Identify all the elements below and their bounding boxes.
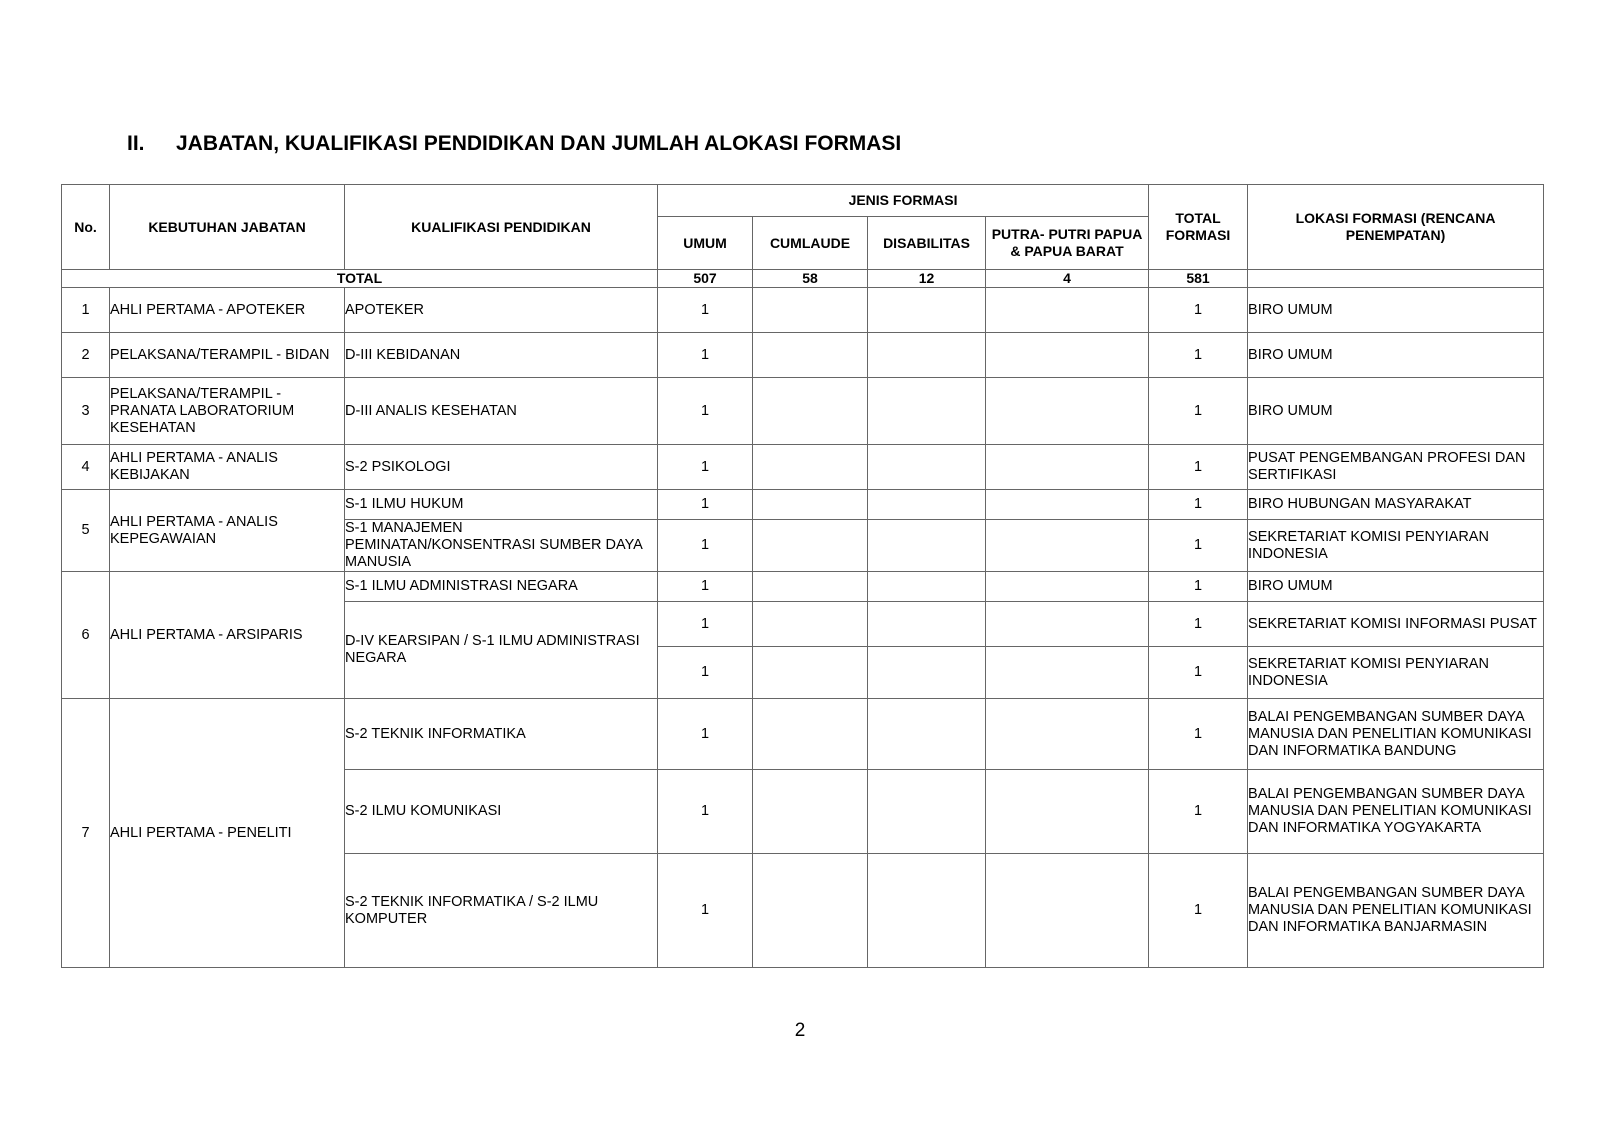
row-kualifikasi: APOTEKER bbox=[345, 288, 658, 333]
row-jabatan: PELAKSANA/TERAMPIL - BIDAN bbox=[110, 333, 345, 378]
row-kualifikasi: D-III ANALIS KESEHATAN bbox=[345, 378, 658, 445]
row-no: 4 bbox=[62, 445, 110, 490]
section-title: JABATAN, KUALIFIKASI PENDIDIKAN DAN JUMLAH ALOKASI FORMASI bbox=[176, 132, 902, 155]
row-jabatan: AHLI PERTAMA - ANALIS KEBIJAKAN bbox=[110, 445, 345, 490]
row-umum: 1 bbox=[658, 445, 753, 490]
row-kualifikasi: S-2 TEKNIK INFORMATIKA / S-2 ILMU KOMPUTER bbox=[345, 854, 658, 968]
row-kualifikasi: S-2 PSIKOLOGI bbox=[345, 445, 658, 490]
row-disabilitas bbox=[868, 602, 986, 647]
row-jabatan: AHLI PERTAMA - APOTEKER bbox=[110, 288, 345, 333]
row-no: 5 bbox=[62, 490, 110, 572]
row-putra-putri bbox=[986, 699, 1149, 770]
table-row bbox=[62, 490, 1544, 520]
header-umum: UMUM bbox=[658, 217, 753, 270]
row-kualifikasi: S-1 MANAJEMEN PEMINATAN/KONSENTRASI SUMBER DAYA MANUSIA bbox=[345, 520, 658, 572]
row-kualifikasi: D-III KEBIDANAN bbox=[345, 333, 658, 378]
row-cumlaude bbox=[753, 572, 868, 602]
row-total: 1 bbox=[1149, 288, 1248, 333]
row-total: 1 bbox=[1149, 699, 1248, 770]
row-cumlaude bbox=[753, 647, 868, 699]
row-putra-putri bbox=[986, 490, 1149, 520]
header-total-formasi: TOTAL FORMASI bbox=[1149, 185, 1248, 270]
table-row bbox=[62, 445, 1544, 490]
total-cumlaude: 58 bbox=[753, 270, 868, 288]
row-putra-putri bbox=[986, 445, 1149, 490]
row-kualifikasi: S-2 TEKNIK INFORMATIKA bbox=[345, 699, 658, 770]
row-cumlaude bbox=[753, 378, 868, 445]
section-number: II. bbox=[127, 132, 145, 155]
row-disabilitas bbox=[868, 572, 986, 602]
page-number: 2 bbox=[794, 1020, 806, 1041]
row-total: 1 bbox=[1149, 647, 1248, 699]
row-putra-putri bbox=[986, 647, 1149, 699]
row-jabatan: AHLI PERTAMA - PENELITI bbox=[110, 699, 345, 968]
total-row bbox=[62, 270, 1544, 288]
row-cumlaude bbox=[753, 699, 868, 770]
row-cumlaude bbox=[753, 854, 868, 968]
row-umum: 1 bbox=[658, 520, 753, 572]
row-lokasi: BIRO UMUM bbox=[1248, 288, 1544, 333]
row-disabilitas bbox=[868, 288, 986, 333]
table-row bbox=[62, 333, 1544, 378]
row-cumlaude bbox=[753, 490, 868, 520]
row-cumlaude bbox=[753, 445, 868, 490]
row-putra-putri bbox=[986, 602, 1149, 647]
row-no: 1 bbox=[62, 288, 110, 333]
row-kualifikasi: D-IV KEARSIPAN / S-1 ILMU ADMINISTRASI NEGARA bbox=[345, 602, 658, 699]
total-lokasi-empty bbox=[1248, 270, 1544, 288]
row-cumlaude bbox=[753, 770, 868, 854]
row-total: 1 bbox=[1149, 602, 1248, 647]
total-formasi: 581 bbox=[1149, 270, 1248, 288]
row-umum: 1 bbox=[658, 572, 753, 602]
row-putra-putri bbox=[986, 520, 1149, 572]
header-kualifikasi-pendidikan: KUALIFIKASI PENDIDIKAN bbox=[345, 185, 658, 270]
table-row bbox=[62, 699, 1544, 770]
row-lokasi: SEKRETARIAT KOMISI PENYIARAN INDONESIA bbox=[1248, 520, 1544, 572]
row-total: 1 bbox=[1149, 333, 1248, 378]
row-lokasi: BALAI PENGEMBANGAN SUMBER DAYA MANUSIA DAN PENELITIAN KOMUNIKASI DAN INFORMATIKA BANDUNG bbox=[1248, 699, 1544, 770]
header-jenis-formasi: JENIS FORMASI bbox=[658, 185, 1149, 217]
header-lokasi-formasi: LOKASI FORMASI (RENCANA PENEMPATAN) bbox=[1248, 185, 1544, 270]
row-umum: 1 bbox=[658, 288, 753, 333]
row-lokasi: PUSAT PENGEMBANGAN PROFESI DAN SERTIFIKASI bbox=[1248, 445, 1544, 490]
row-total: 1 bbox=[1149, 520, 1248, 572]
row-total: 1 bbox=[1149, 378, 1248, 445]
formation-table bbox=[61, 184, 1544, 968]
row-disabilitas bbox=[868, 445, 986, 490]
row-lokasi: BALAI PENGEMBANGAN SUMBER DAYA MANUSIA DAN PENELITIAN KOMUNIKASI DAN INFORMATIKA BANJARMASIN bbox=[1248, 854, 1544, 968]
row-disabilitas bbox=[868, 520, 986, 572]
row-no: 3 bbox=[62, 378, 110, 445]
row-jabatan: AHLI PERTAMA - ANALIS KEPEGAWAIAN bbox=[110, 490, 345, 572]
row-no: 2 bbox=[62, 333, 110, 378]
row-cumlaude bbox=[753, 333, 868, 378]
row-putra-putri bbox=[986, 288, 1149, 333]
row-disabilitas bbox=[868, 854, 986, 968]
row-no: 7 bbox=[62, 699, 110, 968]
row-total: 1 bbox=[1149, 854, 1248, 968]
section-heading bbox=[127, 132, 901, 156]
header-no: No. bbox=[62, 185, 110, 270]
row-no: 6 bbox=[62, 572, 110, 699]
row-kualifikasi: S-1 ILMU HUKUM bbox=[345, 490, 658, 520]
row-lokasi: SEKRETARIAT KOMISI PENYIARAN INDONESIA bbox=[1248, 647, 1544, 699]
row-lokasi: SEKRETARIAT KOMISI INFORMASI PUSAT bbox=[1248, 602, 1544, 647]
row-disabilitas bbox=[868, 770, 986, 854]
row-umum: 1 bbox=[658, 490, 753, 520]
header-cumlaude: CUMLAUDE bbox=[753, 217, 868, 270]
header-putra-putri-papua: PUTRA- PUTRI PAPUA & PAPUA BARAT bbox=[986, 217, 1149, 270]
row-lokasi: BIRO UMUM bbox=[1248, 333, 1544, 378]
row-cumlaude bbox=[753, 602, 868, 647]
row-kualifikasi: S-2 ILMU KOMUNIKASI bbox=[345, 770, 658, 854]
row-umum: 1 bbox=[658, 378, 753, 445]
row-lokasi: BIRO HUBUNGAN MASYARAKAT bbox=[1248, 490, 1544, 520]
table-row bbox=[62, 378, 1544, 445]
row-total: 1 bbox=[1149, 490, 1248, 520]
row-putra-putri bbox=[986, 572, 1149, 602]
total-umum: 507 bbox=[658, 270, 753, 288]
row-putra-putri bbox=[986, 378, 1149, 445]
row-umum: 1 bbox=[658, 602, 753, 647]
row-disabilitas bbox=[868, 490, 986, 520]
row-umum: 1 bbox=[658, 333, 753, 378]
row-putra-putri bbox=[986, 770, 1149, 854]
total-putra-putri: 4 bbox=[986, 270, 1149, 288]
row-total: 1 bbox=[1149, 445, 1248, 490]
row-total: 1 bbox=[1149, 770, 1248, 854]
header-kebutuhan-jabatan: KEBUTUHAN JABATAN bbox=[110, 185, 345, 270]
row-jabatan: AHLI PERTAMA - ARSIPARIS bbox=[110, 572, 345, 699]
row-putra-putri bbox=[986, 854, 1149, 968]
table-row bbox=[62, 288, 1544, 333]
row-cumlaude bbox=[753, 520, 868, 572]
header-disabilitas: DISABILITAS bbox=[868, 217, 986, 270]
row-lokasi: BALAI PENGEMBANGAN SUMBER DAYA MANUSIA DAN PENELITIAN KOMUNIKASI DAN INFORMATIKA YOGYAKARTA bbox=[1248, 770, 1544, 854]
row-disabilitas bbox=[868, 333, 986, 378]
row-umum: 1 bbox=[658, 647, 753, 699]
row-kualifikasi: S-1 ILMU ADMINISTRASI NEGARA bbox=[345, 572, 658, 602]
total-disabilitas: 12 bbox=[868, 270, 986, 288]
row-umum: 1 bbox=[658, 699, 753, 770]
row-disabilitas bbox=[868, 378, 986, 445]
row-total: 1 bbox=[1149, 572, 1248, 602]
row-lokasi: BIRO UMUM bbox=[1248, 572, 1544, 602]
total-label: TOTAL bbox=[62, 270, 658, 288]
row-jabatan: PELAKSANA/TERAMPIL - PRANATA LABORATORIUM KESEHATAN bbox=[110, 378, 345, 445]
row-cumlaude bbox=[753, 288, 868, 333]
row-putra-putri bbox=[986, 333, 1149, 378]
row-disabilitas bbox=[868, 647, 986, 699]
row-umum: 1 bbox=[658, 770, 753, 854]
row-disabilitas bbox=[868, 699, 986, 770]
row-umum: 1 bbox=[658, 854, 753, 968]
table-row bbox=[62, 572, 1544, 602]
row-lokasi: BIRO UMUM bbox=[1248, 378, 1544, 445]
